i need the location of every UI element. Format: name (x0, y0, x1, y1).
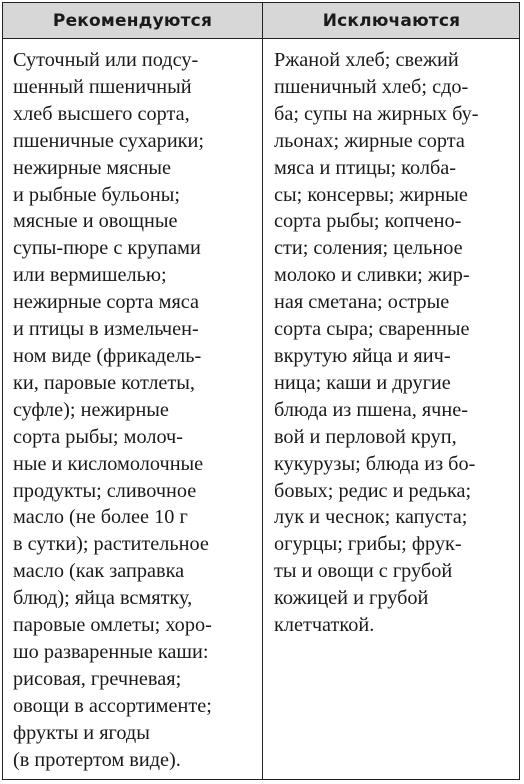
column-divider (262, 3, 263, 779)
excluded-cell (274, 47, 479, 639)
recommended-text-line: (в протертом виде). (13, 748, 181, 771)
recommended-text-line: рисовая, гречневая; (13, 667, 182, 690)
recommended-text-line: хлеб высшего сорта, (13, 102, 190, 125)
recommended-text-line: пшеничные сухарики; (13, 129, 205, 152)
excluded-text-line: пшеничный хлеб; сдо- (274, 75, 469, 98)
recommended-text-line: и птицы в измельчен- (13, 318, 199, 341)
header-recommended: Рекомендуются (52, 11, 213, 31)
excluded-text-line: сы; консервы; жирные (274, 183, 468, 206)
excluded-text-line: кожицей и грубой (274, 587, 429, 610)
recommended-text-line: нежирные сорта мяса (13, 291, 200, 314)
excluded-text-line: бовых; редис и редька; (274, 479, 472, 502)
excluded-text-line: ница; каши и другие (274, 371, 451, 394)
excluded-text-line: сти; соления; цельное (274, 237, 463, 260)
excluded-text-line: льонах; жирные сорта (274, 129, 465, 152)
recommended-text-line: шенный пшеничный (13, 75, 192, 98)
recommended-text-line: или вермишелью; (13, 264, 167, 287)
excluded-text-line: молоко и сливки; жир- (274, 264, 470, 287)
excluded-text-line: ная сметана; острые (274, 291, 450, 314)
recommended-text-line: суфле); нежирные (13, 398, 169, 421)
recommended-text-line: мясные и овощные (13, 210, 178, 233)
recommended-text-line: ки, паровые котлеты, (13, 371, 195, 394)
recommended-text-line: масло (не более 10 г (13, 506, 188, 529)
excluded-text-line: сорта рыбы; копчено- (274, 210, 462, 233)
recommended-text-line: паровые омлеты; хоро- (13, 614, 212, 637)
recommended-cell (13, 47, 212, 773)
excluded-text-line: вой и перловой круп, (274, 425, 457, 448)
diet-table (2, 2, 520, 780)
recommended-text-line: и рыбные бульоны; (13, 183, 180, 206)
recommended-text-line: ном виде (фрикадель- (13, 344, 202, 367)
excluded-text-line: ты и овощи с грубой (274, 560, 453, 583)
recommended-text-line: сорта рыбы; молоч- (13, 425, 184, 448)
recommended-text-line: Суточный или подсу- (13, 49, 199, 71)
excluded-text-line: лук и чеснок; капуста; (274, 506, 468, 529)
recommended-text-line: фрукты и ягоды (13, 721, 150, 744)
recommended-text-line: продукты; сливочное (13, 479, 197, 502)
recommended-text-line: шо разваренные каши: (13, 640, 209, 663)
excluded-text-line: блюда из пшена, ячне- (274, 398, 468, 421)
excluded-text-line: огурцы; грибы; фрук- (274, 533, 462, 556)
recommended-text-line: блюд); яйца всмятку, (13, 587, 193, 610)
excluded-text-line: ба; супы на жирных бу- (274, 102, 479, 125)
recommended-text-line: масло (как заправка (13, 560, 185, 583)
excluded-text-line: вкрутую яйца и яич- (274, 344, 451, 367)
recommended-text-line: овощи в ассортименте; (13, 694, 212, 717)
recommended-text-line: в сутки); растительное (13, 533, 209, 556)
recommended-text-line: ные и кисломолочные (13, 452, 204, 475)
excluded-text-line: мяса и птицы; колба- (274, 156, 457, 179)
excluded-text-line: сорта сыра; сваренные (274, 318, 470, 341)
recommended-text-line: нежирные мясные (13, 156, 172, 179)
excluded-text-line: клетчаткой. (274, 614, 375, 637)
excluded-text-line: Ржаной хлеб; свежий (274, 49, 459, 71)
header-excluded: Исключаются (322, 11, 461, 31)
excluded-text-line: кукурузы; блюда из бо- (274, 452, 476, 475)
recommended-text-line: супы-пюре с крупами (13, 237, 201, 260)
